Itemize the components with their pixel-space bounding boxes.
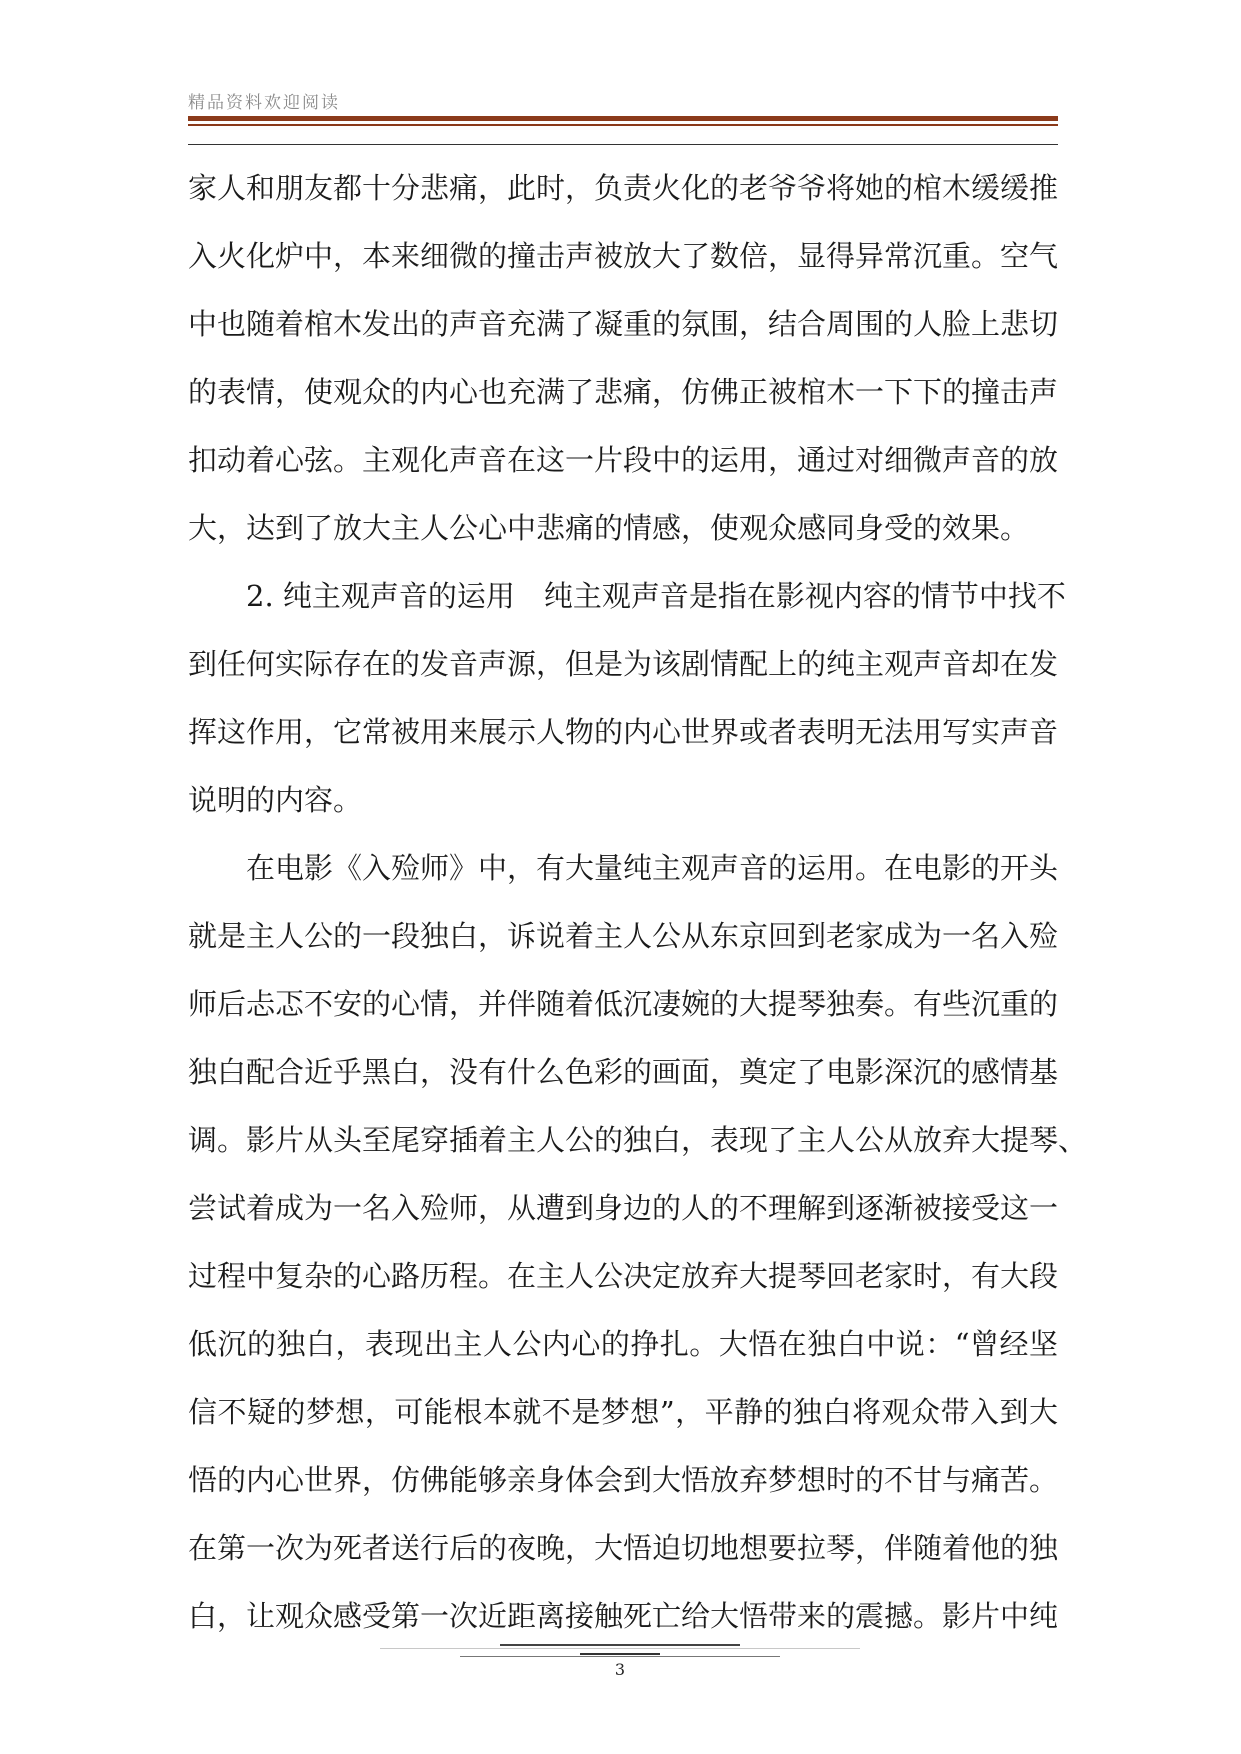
text-line: 师后忐忑不安的心情，并伴随着低沉凄婉的大提琴独奏。有些沉重的 (188, 987, 1059, 1021)
text-line: 过程中复杂的心路历程。在主人公决定放弃大提琴回老家时，有大段 (188, 1259, 1059, 1293)
text-line: 调。影片从头至尾穿插着主人公的独白，表现了主人公从放弃大提琴、 (188, 1123, 1088, 1157)
footer-divider-mid (460, 1656, 780, 1657)
text-line: 信不疑的梦想，可能根本就不是梦想”，平静的独白将观众带入到大 (188, 1395, 1058, 1429)
text-line: 中也随着棺木发出的声音充满了凝重的氛围，结合周围的人脸上悲切 (188, 307, 1059, 341)
text-line: 在第一次为死者送行后的夜晚，大悟迫切地想要拉琴，伴随着他的独 (188, 1531, 1059, 1565)
text-line: 入火化炉中，本来细微的撞击声被放大了数倍，显得异常沉重。空气 (188, 239, 1059, 273)
text-line: 白，让观众感受第一次近距离接触死亡给大悟带来的震撼。影片中纯 (188, 1599, 1059, 1633)
text-line: 扣动着心弦。主观化声音在这一片段中的运用，通过对细微声音的放 (188, 443, 1059, 477)
text-line: 大，达到了放大主人公心中悲痛的情感，使观众感同身受的效果。 (188, 511, 1030, 545)
text-line: 家人和朋友都十分悲痛，此时，负责火化的老爷爷将她的棺木缓缓推 (188, 171, 1059, 205)
header-divider-thin (188, 124, 1058, 126)
header-divider-thick (188, 116, 1058, 121)
header-underline (188, 144, 1058, 145)
text-line: 的表情，使观众的内心也充满了悲痛，仿佛正被棺木一下下的撞击声 (188, 375, 1059, 409)
footer-divider-dark (500, 1644, 740, 1646)
text-line: 低沉的独白，表现出主人公内心的挣扎。大悟在独白中说：“曾经坚 (188, 1327, 1058, 1361)
footer-divider-light (380, 1648, 860, 1649)
text-line: 独白配合近乎黑白，没有什么色彩的画面，奠定了电影深沉的感情基 (188, 1055, 1059, 1089)
paragraph-start-line: 在电影《入殓师》中，有大量纯主观声音的运用。在电影的开头 (246, 851, 1059, 885)
text-line: 挥这作用，它常被用来展示人物的内心世界或者表明无法用写实声音 (188, 715, 1059, 749)
text-line: 说明的内容。 (188, 783, 363, 817)
footer-divider-short (580, 1653, 660, 1655)
text-line: 悟的内心世界，仿佛能够亲身体会到大悟放弃梦想时的不甘与痛苦。 (188, 1463, 1059, 1497)
document-body (188, 154, 1088, 1650)
page-header-title: 精品资料欢迎阅读 (188, 93, 340, 113)
text-line: 尝试着成为一名入殓师，从遭到身边的人的不理解到逐渐被接受这一 (188, 1191, 1059, 1225)
text-line: 就是主人公的一段独白，诉说着主人公从东京回到老家成为一名入殓 (188, 919, 1059, 953)
page-number: 3 (614, 1660, 626, 1679)
section-heading-line: 2. 纯主观声音的运用 纯主观声音是指在影视内容的情节中找不 (246, 579, 1066, 613)
text-line: 到任何实际存在的发音声源，但是为该剧情配上的纯主观声音却在发 (188, 647, 1059, 681)
